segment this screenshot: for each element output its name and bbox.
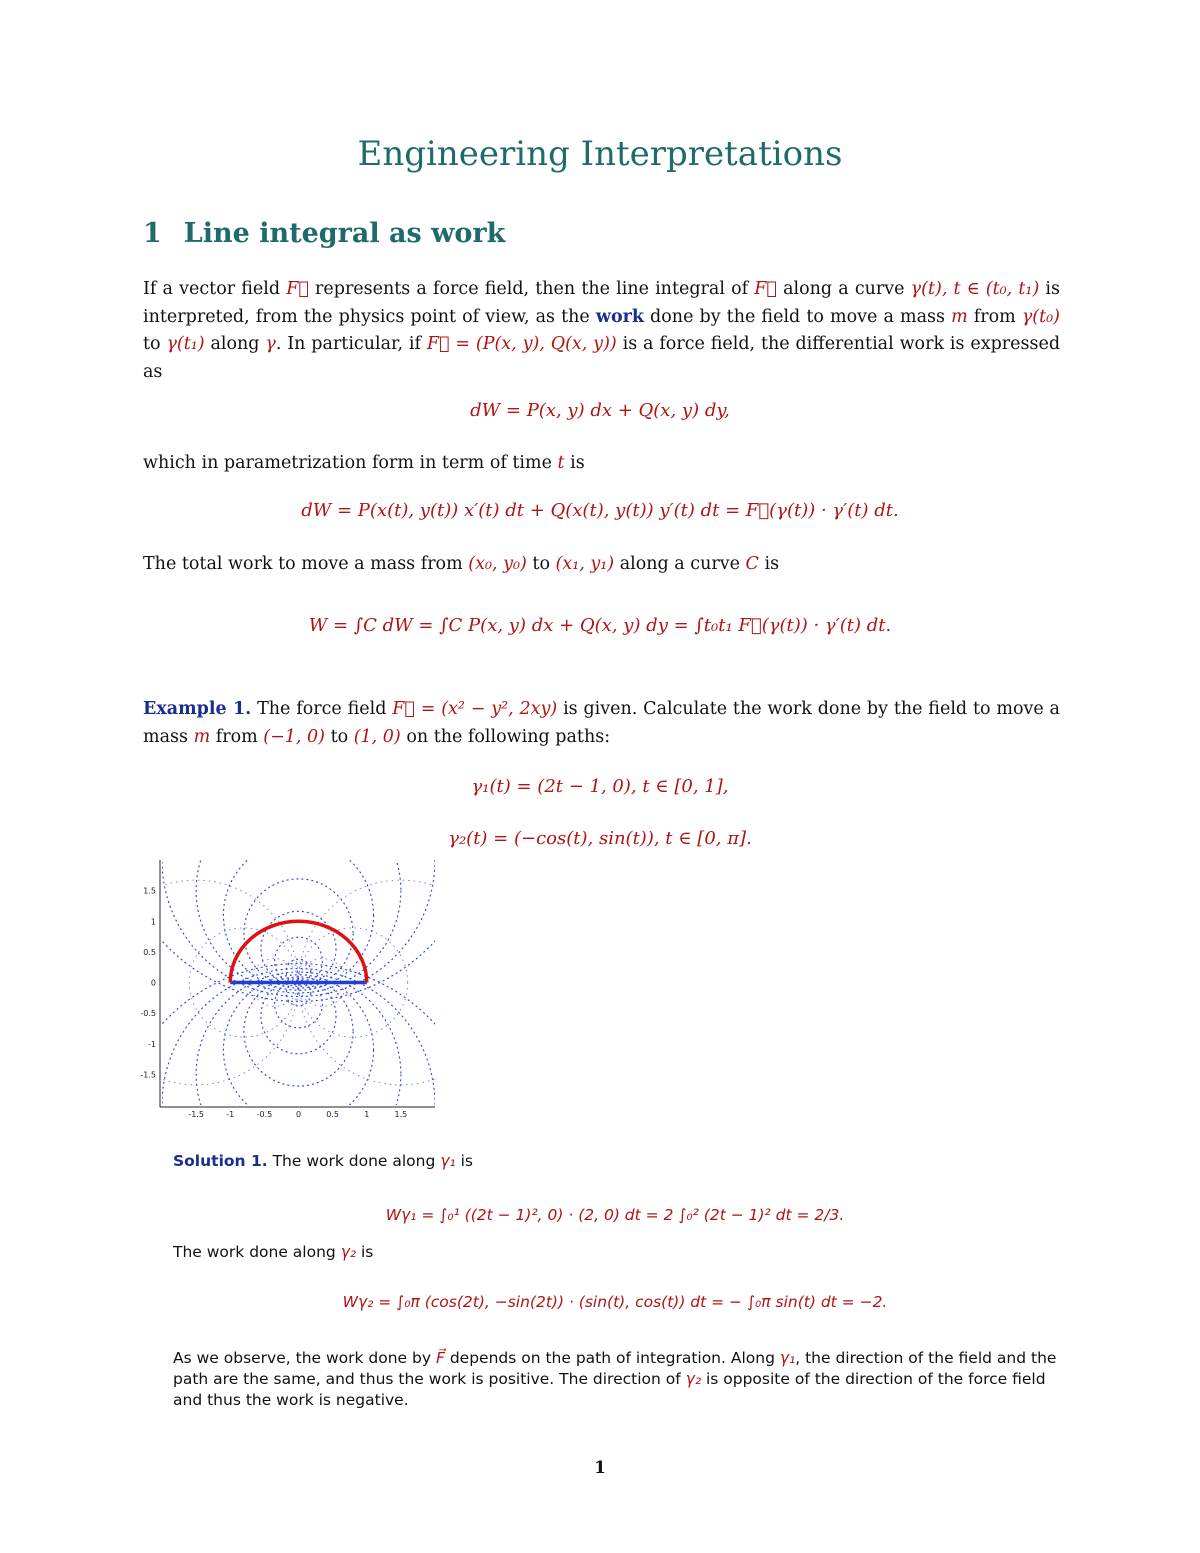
solution-intro [173, 1151, 1060, 1172]
x-tick-label: -0.5 [256, 1110, 273, 1119]
text: The work done along [173, 1243, 341, 1261]
math-field: F⃗ = (x² − y², 2xy) [392, 699, 558, 719]
section-number: 1 [143, 218, 162, 249]
field-line [162, 969, 435, 1126]
text: to [526, 554, 556, 574]
math-gamma: γ [265, 334, 276, 354]
math-field: F⃗ = (P(x, y), Q(x, y)) [426, 334, 617, 354]
equation-dW: dW = P(x, y) dx + Q(x, y) dy, [470, 400, 730, 421]
math-p0: (x₀, y₀) [468, 554, 527, 574]
x-tick-label: -1 [226, 1110, 235, 1119]
text: As we observe, the work done by [173, 1349, 436, 1367]
math-F: F⃗ [435, 1349, 445, 1367]
field-line [196, 972, 401, 1125]
math-to: (1, 0) [353, 726, 401, 747]
field-line [140, 855, 440, 1001]
y-tick-label: 1 [150, 917, 156, 927]
y-tick-label: -0.5 [140, 1009, 156, 1019]
param-paragraph [143, 450, 1060, 478]
text: . In particular, if [275, 334, 427, 354]
math-gamma-t1: γ(t₁) [166, 334, 205, 354]
math-m: m [951, 306, 968, 327]
math-gamma2: γ₂ [685, 1370, 702, 1388]
path-gamma1: γ₁(t) = (2t − 1, 0), t ∈ [0, 1], [471, 776, 729, 797]
text: The force field [251, 699, 393, 719]
text: is given. Calculate the work done by the field to move a mass [143, 699, 1060, 747]
text: which in parametrization form in term of time [143, 453, 558, 473]
text: is a force field, the differential work is expressed as [143, 334, 1061, 382]
math-from: (−1, 0) [263, 726, 325, 747]
text: to [325, 726, 354, 747]
field-line [223, 975, 373, 1125]
text: The work done along [267, 1152, 441, 1170]
text: is [455, 1152, 473, 1170]
axis-ticks [140, 887, 407, 1119]
vector-field-figure [140, 855, 440, 1125]
text: If a vector field [143, 279, 287, 299]
x-tick-label: 0.5 [326, 1110, 339, 1119]
math-gamma2: γ₂ [340, 1243, 357, 1261]
text: is [758, 554, 780, 574]
text: is [564, 453, 585, 473]
solution-gamma2 [173, 1242, 1060, 1263]
text: along [204, 334, 266, 354]
text: on the following paths: [400, 726, 611, 747]
x-tick-label: -1.5 [188, 1110, 204, 1119]
math-C: C [745, 554, 759, 574]
total-work-paragraph [143, 551, 1060, 579]
equation-dW-param: dW = P(x(t), y(t)) x′(t) dt + Q(x(t), y(t)) y′(t) dt = F⃗(γ(t)) · γ′(t) dt. [301, 500, 899, 521]
example-paragraph [143, 696, 1060, 751]
text: is opposite of the direction of the force field and thus the work is negative. [173, 1370, 1046, 1409]
math-curve: γ(t), t ∈ (t₀, t₁) [910, 279, 1040, 299]
y-tick-label: 0 [150, 978, 156, 988]
x-tick-label: 0 [295, 1110, 302, 1119]
example-label: Example 1. [143, 699, 252, 719]
section-heading [143, 218, 505, 249]
text: to [143, 334, 167, 354]
text: represents a force field, then the line integral of [308, 279, 755, 299]
page-number: 1 [594, 1458, 606, 1478]
math-gamma1: γ₁ [440, 1152, 456, 1170]
math-m: m [193, 726, 211, 747]
field-line [162, 855, 435, 997]
y-tick-label: -1.5 [140, 1070, 156, 1080]
text: is [356, 1243, 374, 1261]
math-F: F⃗ [286, 279, 309, 299]
text: is interpreted, from the physics point of view, as the [143, 279, 1061, 327]
work-term: work [595, 306, 644, 327]
math-t: t [557, 453, 565, 473]
math-gamma-t0: γ(t₀) [1021, 306, 1060, 327]
intro-paragraph [143, 276, 1060, 386]
math-gamma1: γ₁ [779, 1349, 796, 1367]
field-line [140, 964, 440, 1125]
x-tick-label: 1 [364, 1110, 370, 1119]
solution-label: Solution 1. [173, 1152, 268, 1170]
math-F: F⃗ [754, 279, 777, 299]
text: along a curve [614, 554, 746, 574]
y-tick-label: -1 [148, 1039, 156, 1049]
text: from [210, 726, 264, 747]
path-gamma2: γ₂(t) = (−cos(t), sin(t)), t ∈ [0, π]. [448, 828, 752, 849]
equation-w1: Wγ₁ = ∫₀¹ ((2t − 1)², 0) · (2, 0) dt = 2 ∫₀² (2t − 1)² dt = 2/3. [385, 1206, 845, 1224]
text: from [967, 306, 1022, 327]
field-lines [140, 855, 440, 1125]
equation-total-work: W = ∫C dW = ∫C P(x, y) dx + Q(x, y) dy = ∫t₀t₁ F⃗(γ(t)) · γ′(t) dt. [308, 615, 892, 636]
text: The total work to move a mass from [143, 554, 469, 574]
text: along a curve [776, 279, 911, 299]
x-tick-label: 1.5 [394, 1110, 408, 1119]
math-p1: (x₁, y₁) [555, 554, 615, 574]
y-tick-label: 1.5 [143, 886, 156, 896]
conclusion-paragraph [173, 1348, 1060, 1411]
text: , the direction of the field and the path are the same, and thus the work is positive. The direction of [173, 1349, 1057, 1388]
equation-w2: Wγ₂ = ∫₀π (cos(2t), −sin(2t)) · (sin(t), cos(t)) dt = − ∫₀π sin(t) dt = −2. [342, 1293, 888, 1311]
page-title: Engineering Interpretations [357, 134, 843, 174]
text: depends on the path of integration. Along [444, 1349, 780, 1367]
y-tick-label: 0.5 [143, 947, 156, 957]
section-title: Line integral as work [183, 218, 506, 249]
text: done by the field to move a mass [643, 306, 952, 327]
